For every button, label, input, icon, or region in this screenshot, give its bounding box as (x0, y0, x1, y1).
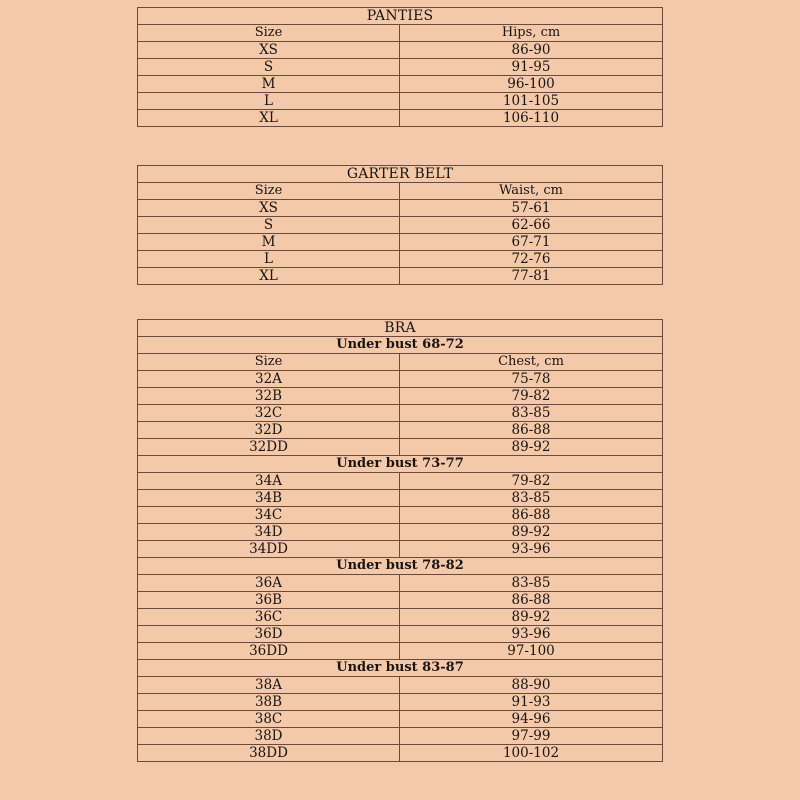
measure-cell: 89-92 (400, 439, 663, 456)
size-cell: 32DD (138, 439, 400, 456)
column-header: Size (138, 354, 400, 371)
size-cell: 36DD (138, 643, 400, 660)
size-cell: 34C (138, 507, 400, 524)
table-row (138, 626, 663, 643)
group-label-row (138, 660, 663, 677)
table-row (138, 694, 663, 711)
table-row (138, 507, 663, 524)
garter-belt-size-table (137, 165, 663, 285)
table-title-row (138, 166, 663, 183)
table-row (138, 609, 663, 626)
table-row (138, 643, 663, 660)
measure-cell: 62-66 (400, 217, 663, 234)
table-row (138, 76, 663, 93)
column-header: Chest, cm (400, 354, 663, 371)
size-cell: 32B (138, 388, 400, 405)
size-cell: 34D (138, 524, 400, 541)
size-cell: M (138, 76, 400, 93)
table-row (138, 745, 663, 762)
measure-cell: 83-85 (400, 490, 663, 507)
table-row (138, 422, 663, 439)
measure-cell: 75-78 (400, 371, 663, 388)
table-row (138, 200, 663, 217)
table-row (138, 42, 663, 59)
measure-cell: 93-96 (400, 626, 663, 643)
size-cell: L (138, 93, 400, 110)
table-row (138, 93, 663, 110)
table-header-row (138, 25, 663, 42)
measure-cell: 79-82 (400, 388, 663, 405)
measure-cell: 86-88 (400, 422, 663, 439)
table-header-row (138, 183, 663, 200)
size-cell: 32D (138, 422, 400, 439)
table-row (138, 217, 663, 234)
size-cell: 32C (138, 405, 400, 422)
measure-cell: 96-100 (400, 76, 663, 93)
table-title: GARTER BELT (138, 166, 663, 183)
group-label-row (138, 456, 663, 473)
size-cell: 36C (138, 609, 400, 626)
table-row (138, 251, 663, 268)
table-row (138, 524, 663, 541)
column-header: Size (138, 183, 400, 200)
table-row (138, 110, 663, 127)
size-cell: 36B (138, 592, 400, 609)
measure-cell: 97-100 (400, 643, 663, 660)
table-row (138, 439, 663, 456)
size-cell: 38D (138, 728, 400, 745)
measure-cell: 77-81 (400, 268, 663, 285)
table-row (138, 728, 663, 745)
size-cell: M (138, 234, 400, 251)
table-title: PANTIES (138, 8, 663, 25)
measure-cell: 89-92 (400, 609, 663, 626)
size-cell: L (138, 251, 400, 268)
table-row (138, 405, 663, 422)
under-bust-group-label: Under bust 68-72 (138, 337, 663, 354)
table-row (138, 711, 663, 728)
measure-cell: 67-71 (400, 234, 663, 251)
column-header: Size (138, 25, 400, 42)
table-row (138, 677, 663, 694)
measure-cell: 83-85 (400, 405, 663, 422)
size-cell: 36A (138, 575, 400, 592)
size-cell: XS (138, 42, 400, 59)
measure-cell: 72-76 (400, 251, 663, 268)
measure-cell: 83-85 (400, 575, 663, 592)
group-label-row (138, 337, 663, 354)
size-cell: S (138, 59, 400, 76)
table-row (138, 541, 663, 558)
size-cell: XL (138, 268, 400, 285)
measure-cell: 91-95 (400, 59, 663, 76)
size-cell: 34A (138, 473, 400, 490)
bra-size-table (137, 319, 663, 762)
measure-cell: 86-90 (400, 42, 663, 59)
measure-cell: 101-105 (400, 93, 663, 110)
under-bust-group-label: Under bust 78-82 (138, 558, 663, 575)
table-title-row (138, 8, 663, 25)
size-cell: 32A (138, 371, 400, 388)
size-cell: 34B (138, 490, 400, 507)
table-row (138, 59, 663, 76)
column-header: Hips, cm (400, 25, 663, 42)
measure-cell: 106-110 (400, 110, 663, 127)
size-cell: 34DD (138, 541, 400, 558)
table-row (138, 234, 663, 251)
measure-cell: 93-96 (400, 541, 663, 558)
table-header-row (138, 354, 663, 371)
panties-size-table (137, 7, 663, 127)
size-cell: 38DD (138, 745, 400, 762)
table-title-row (138, 320, 663, 337)
size-cell: XS (138, 200, 400, 217)
measure-cell: 94-96 (400, 711, 663, 728)
size-cell: 38B (138, 694, 400, 711)
table-row (138, 268, 663, 285)
measure-cell: 86-88 (400, 592, 663, 609)
table-row (138, 575, 663, 592)
measure-cell: 86-88 (400, 507, 663, 524)
size-cell: 38C (138, 711, 400, 728)
size-cell: 36D (138, 626, 400, 643)
measure-cell: 89-92 (400, 524, 663, 541)
measure-cell: 97-99 (400, 728, 663, 745)
group-label-row (138, 558, 663, 575)
table-row (138, 592, 663, 609)
measure-cell: 57-61 (400, 200, 663, 217)
size-cell: S (138, 217, 400, 234)
measure-cell: 100-102 (400, 745, 663, 762)
measure-cell: 79-82 (400, 473, 663, 490)
measure-cell: 88-90 (400, 677, 663, 694)
column-header: Waist, cm (400, 183, 663, 200)
size-cell: 38A (138, 677, 400, 694)
size-cell: XL (138, 110, 400, 127)
under-bust-group-label: Under bust 73-77 (138, 456, 663, 473)
table-row (138, 473, 663, 490)
under-bust-group-label: Under bust 83-87 (138, 660, 663, 677)
measure-cell: 91-93 (400, 694, 663, 711)
table-title: BRA (138, 320, 663, 337)
table-row (138, 388, 663, 405)
table-row (138, 490, 663, 507)
table-row (138, 371, 663, 388)
